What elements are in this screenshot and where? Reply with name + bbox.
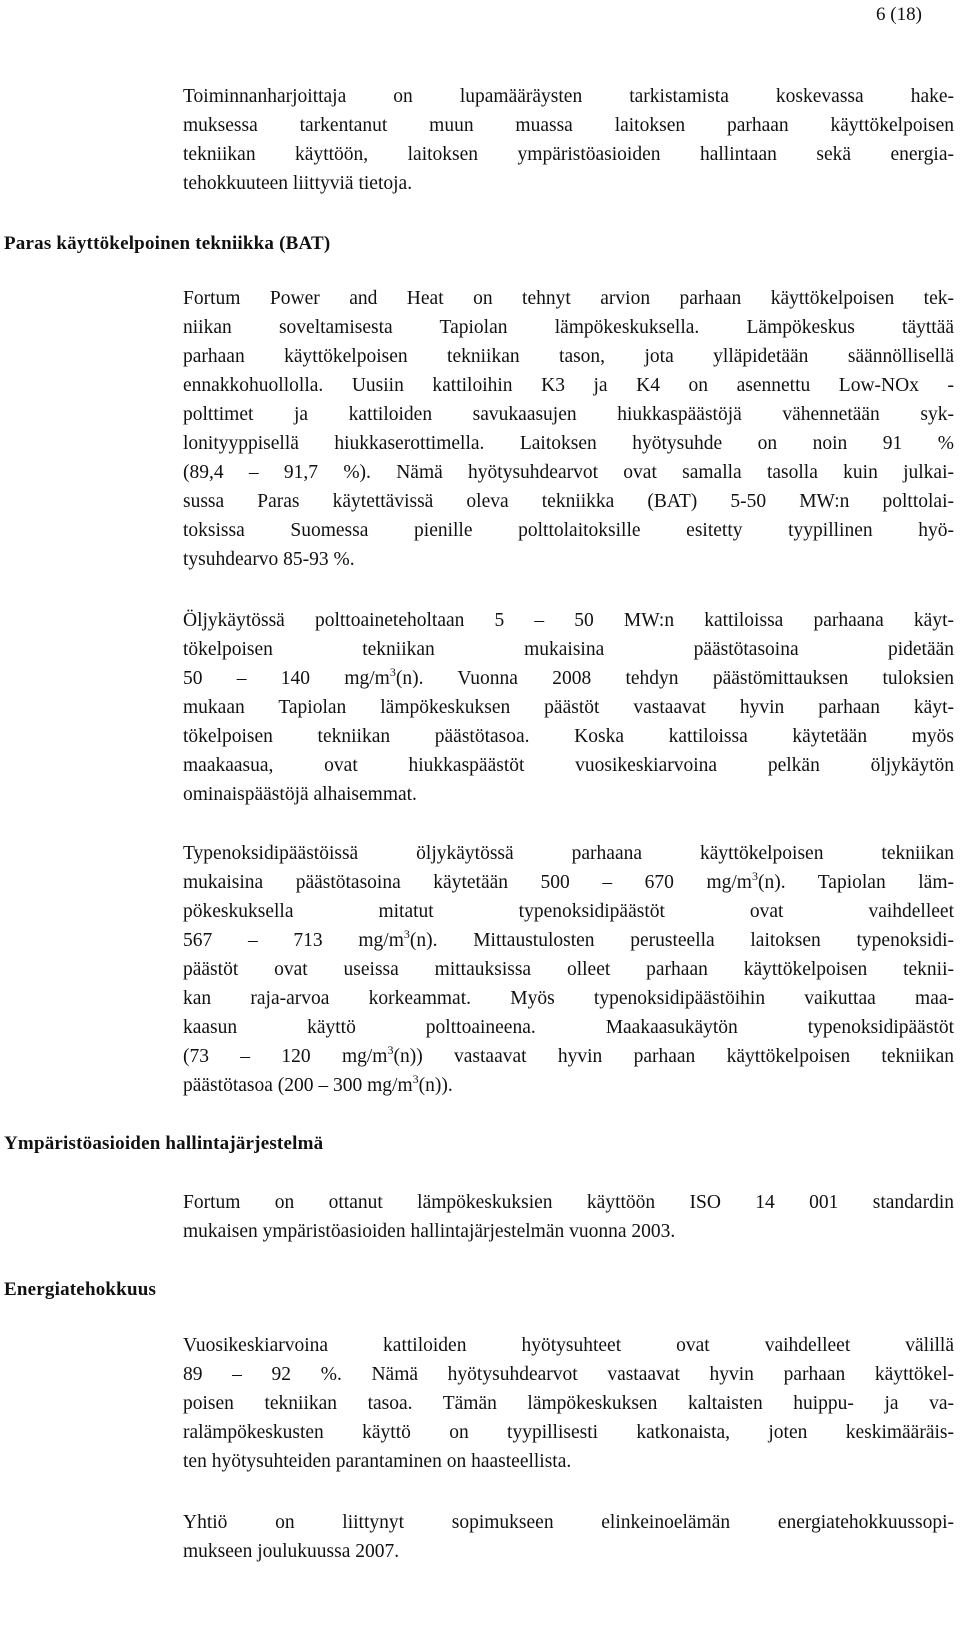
text-line: poisen tekniikan tasoa. Tämän lämpökeskuksen kaltaisten huippu- ja va- (183, 1393, 954, 1414)
text-line: Fortum Power and Heat on tehnyt arvion parhaan käyttökelpoisen tek- (183, 288, 954, 309)
text-line: 89 – 92 %. Nämä hyötysuhdearvot vastaavat hyvin parhaan käyttökel- (183, 1364, 954, 1385)
text-segment: (73 – 120 mg/m (183, 1046, 388, 1067)
text-line: maakaasua, ovat hiukkaspäästöt vuosikeskiarvoina pelkän öljykäytön (183, 755, 954, 776)
text-line: Fortum on ottanut lämpökeskuksien käyttöön ISO 14 001 standardin (183, 1192, 954, 1213)
text-line (183, 928, 954, 954)
text-line: ennakkohuollolla. Uusiin kattiloihin K3 ja K4 on asennettu Low-NOx - (183, 375, 954, 396)
text-segment: (n). Mittaustulosten perusteella laitoksen typenoksidi- (409, 930, 954, 951)
text-segment: (n)) vastaavat hyvin parhaan käyttökelpoisen tekniikan (393, 1046, 954, 1067)
heading-environmental-management: Ympäristöasioiden hallintajärjestelmä (4, 1133, 324, 1154)
superscript: 3 (403, 927, 410, 941)
text-segment: (n). Vuonna 2008 tehdyn päästömittauksen tuloksien (395, 668, 954, 689)
superscript: 3 (389, 665, 396, 679)
superscript: 3 (387, 1043, 394, 1057)
text-segment: 50 – 140 mg/m (183, 668, 390, 689)
text-line: tökelpoisen tekniikan mukaisina päästötasoina pidetään (183, 639, 954, 660)
text-line: ralämpökeskusten käyttö on tyypillisesti katkonaista, joten keskimääräis- (183, 1422, 954, 1443)
text-line (183, 1073, 954, 1099)
text-segment: mukaisina päästötasoina käytetään 500 – 670 mg/m (183, 872, 752, 893)
text-line: Yhtiö on liittynyt sopimukseen elinkeinoelämän energiatehokkuussopi- (183, 1512, 954, 1533)
page-number: 6 (18) (876, 4, 922, 25)
text-line: mukaisen ympäristöasioiden hallintajärjestelmän vuonna 2003. (183, 1221, 676, 1242)
text-line (183, 1044, 954, 1070)
text-line: tökelpoisen tekniikan päästötasoa. Koska kattiloissa käytetään myös (183, 726, 954, 747)
text-line: kaasun käyttö polttoaineena. Maakaasukäytön typenoksidipäästöt (183, 1017, 954, 1038)
text-line: tysuhdearvo 85-93 %. (183, 549, 355, 570)
text-line: toksissa Suomessa pienille polttolaitoksille esitetty tyypillinen hyö- (183, 520, 954, 541)
text-line: muksessa tarkentanut muun muassa laitoksen parhaan käyttökelpoisen (183, 115, 954, 136)
text-line: ten hyötysuhteiden parantaminen on haasteellista. (183, 1451, 572, 1472)
text-line: Öljykäytössä polttoaineteholtaan 5 – 50 MW:n kattiloissa parhaana käyt- (183, 610, 954, 631)
text-segment: (n). Tapiolan läm- (757, 872, 954, 893)
text-segment: (n)). (418, 1075, 453, 1096)
text-line (183, 666, 954, 692)
text-line: sussa Paras käytettävissä oleva tekniikka (BAT) 5-50 MW:n polttolai- (183, 491, 954, 512)
text-segment: päästötasoa (200 – 300 mg/m (183, 1075, 413, 1096)
text-line: tekniikan käyttöön, laitoksen ympäristöasioiden hallintaan sekä energia- (183, 144, 954, 165)
text-line: mukseen joulukuussa 2007. (183, 1541, 400, 1562)
text-line (183, 870, 954, 896)
text-line: tehokkuuteen liittyviä tietoja. (183, 173, 413, 194)
text-line: Typenoksidipäästöissä öljykäytössä parhaana käyttökelpoisen tekniikan (183, 843, 954, 864)
text-line: lonityyppisellä hiukkaserottimella. Laitoksen hyötysuhde on noin 91 % (183, 433, 954, 454)
heading-bat: Paras käyttökelpoinen tekniikka (BAT) (4, 233, 331, 254)
superscript: 3 (751, 869, 758, 883)
superscript: 3 (412, 1072, 419, 1086)
text-line: päästöt ovat useissa mittauksissa olleet parhaan käyttökelpoisen teknii- (183, 959, 954, 980)
text-line: parhaan käyttökelpoisen tekniikan tason, jota ylläpidetään säännöllisellä (183, 346, 954, 367)
text-line: mukaan Tapiolan lämpökeskuksen päästöt vastaavat hyvin parhaan käyt- (183, 697, 954, 718)
text-line: Vuosikeskiarvoina kattiloiden hyötysuhteet ovat vaihdelleet välillä (183, 1335, 954, 1356)
text-line: polttimet ja kattiloiden savukaasujen hiukkaspäästöjä vähennetään syk- (183, 404, 954, 425)
text-line: (89,4 – 91,7 %). Nämä hyötysuhdearvot ovat samalla tasolla kuin julkai- (183, 462, 954, 483)
text-line: pökeskuksella mitatut typenoksidipäästöt ovat vaihdelleet (183, 901, 954, 922)
text-line: Toiminnanharjoittaja on lupamääräysten tarkistamista koskevassa hake- (183, 86, 954, 107)
heading-energy-efficiency: Energiatehokkuus (4, 1279, 157, 1300)
text-line: ominaispäästöjä alhaisemmat. (183, 784, 417, 805)
text-line: niikan soveltamisesta Tapiolan lämpökeskuksella. Lämpökeskus täyttää (183, 317, 954, 338)
text-segment: 567 – 713 mg/m (183, 930, 404, 951)
text-line: kan raja-arvoa korkeammat. Myös typenoksidipäästöihin vaikuttaa maa- (183, 988, 954, 1009)
